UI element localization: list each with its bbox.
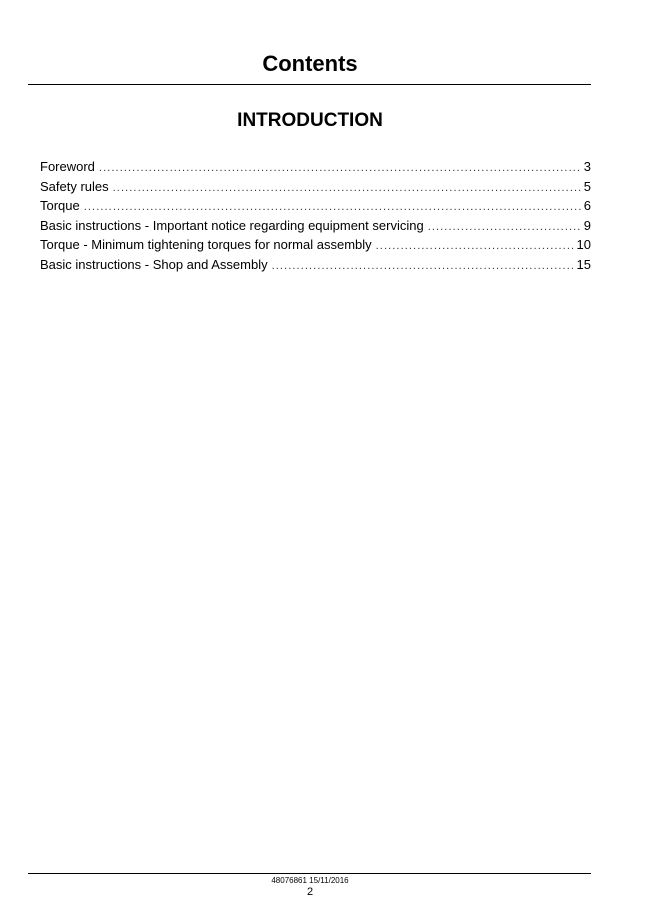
- toc-dot-leader: [272, 257, 574, 277]
- toc-entry-basic-instructions-notice[interactable]: [40, 216, 591, 236]
- toc-entry-label: Torque - Minimum tightening torques for normal assembly: [40, 237, 372, 252]
- toc-entry-label: Foreword: [40, 159, 95, 174]
- toc-entry-torque-minimum[interactable]: [40, 235, 591, 255]
- toc-entry-page: 10: [576, 237, 591, 252]
- toc-dot-leader: [99, 159, 581, 179]
- toc-dot-leader: [428, 218, 581, 238]
- header-divider: [28, 84, 591, 85]
- toc-entry-basic-instructions-shop[interactable]: [40, 255, 591, 275]
- section-title: INTRODUCTION: [237, 110, 383, 131]
- toc-entry-page: 5: [583, 178, 591, 194]
- toc-dot-leader: [113, 179, 581, 199]
- toc-entry-foreword[interactable]: [40, 157, 591, 177]
- toc-entry-safety-rules[interactable]: [40, 177, 591, 197]
- toc-entry-label: Basic instructions - Shop and Assembly: [40, 256, 268, 272]
- footer-document-reference: 48076861 15/11/2016: [271, 876, 349, 885]
- toc-dot-leader: [376, 237, 574, 257]
- toc-entry-label: Torque: [40, 198, 80, 213]
- toc-entry-page: 15: [576, 256, 591, 272]
- toc-entry-page: 9: [583, 217, 591, 233]
- footer-page-number: 2: [306, 886, 314, 898]
- page-title: Contents: [262, 51, 358, 76]
- table-of-contents: [40, 157, 591, 274]
- toc-entry-page: 6: [583, 198, 591, 213]
- toc-entry-label: Basic instructions - Important notice regarding equipment servicing: [40, 217, 424, 233]
- toc-entry-page: 3: [583, 159, 591, 174]
- footer-divider: [28, 873, 591, 874]
- toc-entry-label: Safety rules: [40, 178, 109, 194]
- toc-entry-torque[interactable]: [40, 196, 591, 216]
